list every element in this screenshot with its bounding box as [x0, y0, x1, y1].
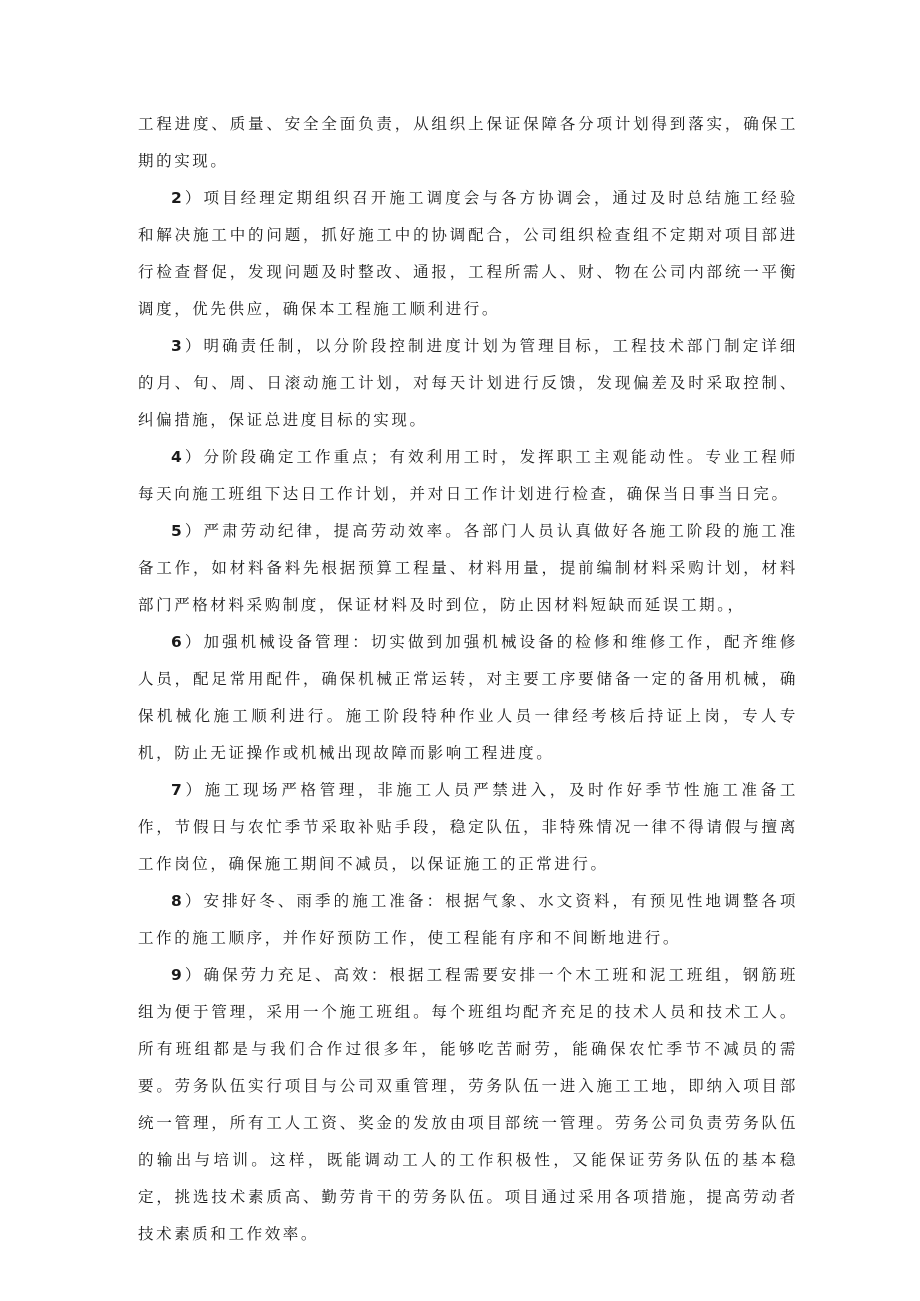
paragraph-text: ）严肃劳动纪律，提高劳动效率。各部门人员认真做好各施工阶段的施工准备工作，如材料备料先根据预算工程量、材料用量，提前编制材料采购计划，材料部门严格材料采购制度，保证材料及时到位，防止因材料短缺而延误工期。， — [138, 522, 798, 614]
paragraph-text: ）明确责任制，以分阶段控制进度计划为管理目标，工程技术部门制定详细的月、旬、周、日滚动施工计划，对每天计划进行反馈，发现偏差及时采取控制、纠偏措施，保证总进度目标的实现。 — [138, 337, 798, 429]
paragraph-item-7 — [138, 772, 798, 883]
document-body — [138, 106, 798, 1253]
paragraph-text: 工程进度、质量、安全全面负责，从组织上保证保障各分项计划得到落实，确保工期的实现。 — [138, 115, 798, 170]
paragraph-text: ）确保劳力充足、高效：根据工程需要安排一个木工班和泥工班组，钢筋班组为便于管理，采用一个施工班组。每个班组均配齐充足的技术人员和技术工人。所有班组都是与我们合作过很多年，能够吃苦耐劳，能确保农忙季节不减员的需要。劳务队伍实行项目与公司双重管理，劳务队伍一进入施工工地，即纳入项目部统一管理，所有工人工资、奖金的发放由项目部统一管理。劳务公司负责劳务队伍的输出与培训。这样，既能调动工人的工作积极性，又能保证劳务队伍的基本稳定，挑选技术素质高、勤劳肯干的劳务队伍。项目通过采用各项措施，提高劳动者技术素质和工作效率。 — [138, 966, 798, 1243]
paragraph-item-8 — [138, 883, 798, 957]
paragraph-number: 6 — [171, 633, 185, 651]
paragraph-item-3 — [138, 328, 798, 439]
paragraph-item-4 — [138, 439, 798, 513]
paragraph-text: ）分阶段确定工作重点；有效利用工时，发挥职工主观能动性。专业工程师每天向施工班组下达日工作计划，并对日工作计划进行检查，确保当日事当日完。 — [138, 448, 798, 503]
paragraph-number: 8 — [171, 892, 185, 910]
paragraph-text: ）项目经理定期组织召开施工调度会与各方协调会，通过及时总结施工经验和解决施工中的问题，抓好施工中的协调配合，公司组织检查组不定期对项目部进行检查督促，发现问题及时整改、通报，工程所需人、财、物在公司内部统一平衡调度，优先供应，确保本工程施工顺利进行。 — [138, 189, 798, 318]
paragraph-item-5 — [138, 513, 798, 624]
paragraph-number: 5 — [171, 522, 185, 540]
paragraph-number: 2 — [171, 189, 185, 207]
paragraph-number: 4 — [171, 448, 185, 466]
paragraph-text: ）安排好冬、雨季的施工准备：根据气象、水文资料，有预见性地调整各项工作的施工顺序，并作好预防工作，使工程能有序和不间断地进行。 — [138, 892, 798, 947]
paragraph-item-2 — [138, 180, 798, 328]
paragraph-text: ）加强机械设备管理：切实做到加强机械设备的检修和维修工作，配齐维修人员，配足常用配件，确保机械正常运转，对主要工序要储备一定的备用机械，确保机械化施工顺利进行。施工阶段特种作业人员一律经考核后持证上岗，专人专机，防止无证操作或机械出现故障而影响工程进度。 — [138, 633, 798, 762]
paragraph-number: 7 — [171, 781, 185, 799]
paragraph-number: 9 — [171, 966, 185, 984]
paragraph-item-6 — [138, 624, 798, 772]
paragraph-continuation — [138, 106, 798, 180]
paragraph-text: ）施工现场严格管理，非施工人员严禁进入，及时作好季节性施工准备工作，节假日与农忙季节采取补贴手段，稳定队伍，非特殊情况一律不得请假与擅离工作岗位，确保施工期间不减员，以保证施工的正常进行。 — [138, 781, 798, 873]
paragraph-item-9 — [138, 957, 798, 1253]
paragraph-number: 3 — [171, 337, 185, 355]
